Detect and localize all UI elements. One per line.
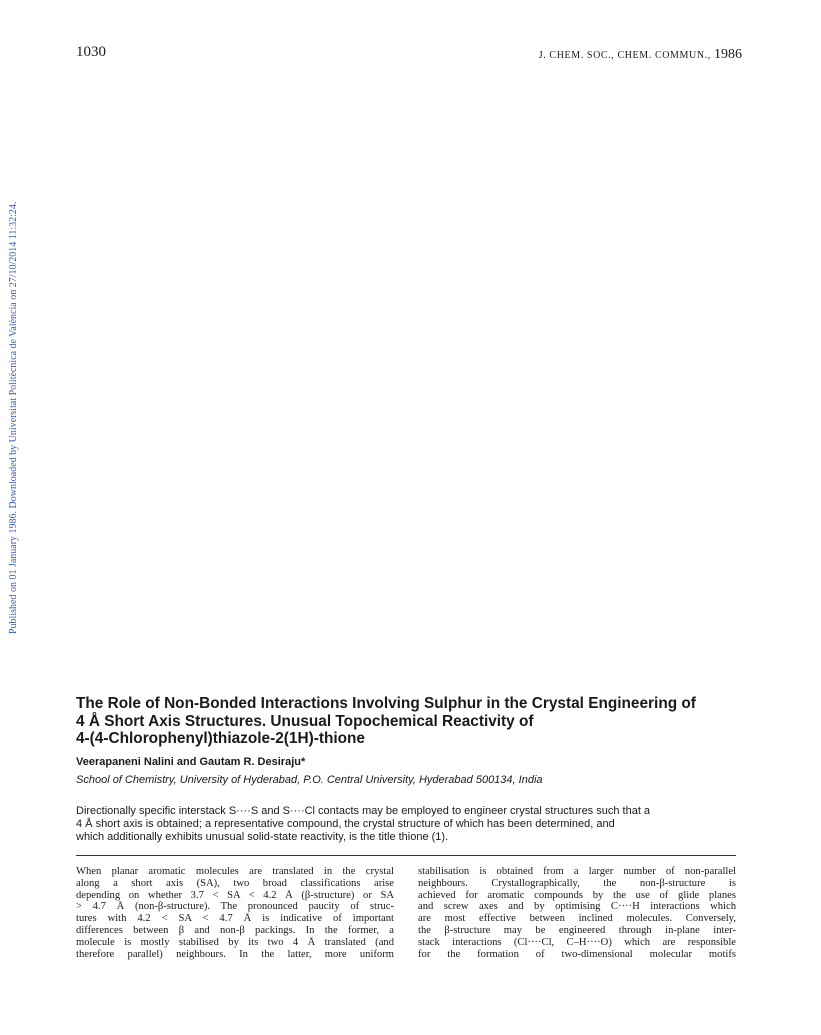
body-line: neighbours. Crystallographically, the non-β-structure is xyxy=(418,877,736,889)
body-line: > 4.7 Å (non-β-structure). The pronounced paucity of struc- xyxy=(76,901,394,913)
section-divider xyxy=(76,855,736,856)
body-line: When planar aromatic molecules are translated in the crystal xyxy=(76,866,394,877)
abstract-line: 4 Å short axis is obtained; a representative compound, the crystal structure of which has been determined, and xyxy=(76,818,615,830)
body-column-right xyxy=(418,866,736,960)
title-line: 4-(4-Chlorophenyl)thiazole-2(1H)-thione xyxy=(76,730,365,747)
body-line: stack interactions (Cl····Cl, C–H····O) which are responsible xyxy=(418,936,736,948)
body-column-left xyxy=(76,866,394,960)
body-line: molecule is mostly stabilised by its two 4 Å translated (and xyxy=(76,936,394,948)
article-title xyxy=(76,695,746,748)
abstract xyxy=(76,805,746,844)
body-line: for the formation of two-dimensional molecular motifs xyxy=(418,948,736,960)
running-head xyxy=(539,47,742,63)
journal-name: J. CHEM. SOC., CHEM. COMMUN., xyxy=(538,50,711,61)
download-watermark: Published on 01 January 1986. Downloaded by Universitat Politècnica de València on 27/10/2014 11:32:24. xyxy=(8,201,19,634)
body-line: tures with 4.2 < SA < 4.7 Å is indicative of important xyxy=(76,913,394,925)
authors: Veerapaneni Nalini and Gautam R. Desiraju* xyxy=(76,756,306,768)
affiliation: School of Chemistry, University of Hyderabad, P.O. Central University, Hyderabad 500134, India xyxy=(76,774,543,786)
title-line: The Role of Non-Bonded Interactions Involving Sulphur in the Crystal Engineering of xyxy=(76,695,696,712)
page-number: 1030 xyxy=(76,44,106,60)
body-line: are most effective between inclined molecules. Conversely, xyxy=(418,913,736,925)
body-line: achieved for aromatic compounds by the use of glide planes xyxy=(418,889,736,901)
abstract-line: which additionally exhibits unusual solid-state reactivity, is the title thione (1). xyxy=(76,831,449,843)
abstract-line: Directionally specific interstack S····S and S····Cl contacts may be employed to engineer crystal structures such that a xyxy=(76,805,651,817)
body-line: differences between β and non-β packings. In the former, a xyxy=(76,924,394,936)
body-line: along a short axis (SA), two broad classifications arise xyxy=(76,877,394,889)
body-line: stabilisation is obtained from a larger number of non-parallel xyxy=(418,866,736,877)
body-line: therefore parallel) neighbours. In the latter, more uniform xyxy=(76,948,394,960)
body-line: and screw axes and by optimising C····H interactions which xyxy=(418,901,736,913)
journal-year: 1986 xyxy=(714,47,742,62)
body-line: the β-structure may be engineered through in-plane inter- xyxy=(418,924,736,936)
body-line: depending on whether 3.7 < SA < 4.2 Å (β-structure) or SA xyxy=(76,889,394,901)
title-line: 4 Å Short Axis Structures. Unusual Topochemical Reactivity of xyxy=(76,712,534,730)
